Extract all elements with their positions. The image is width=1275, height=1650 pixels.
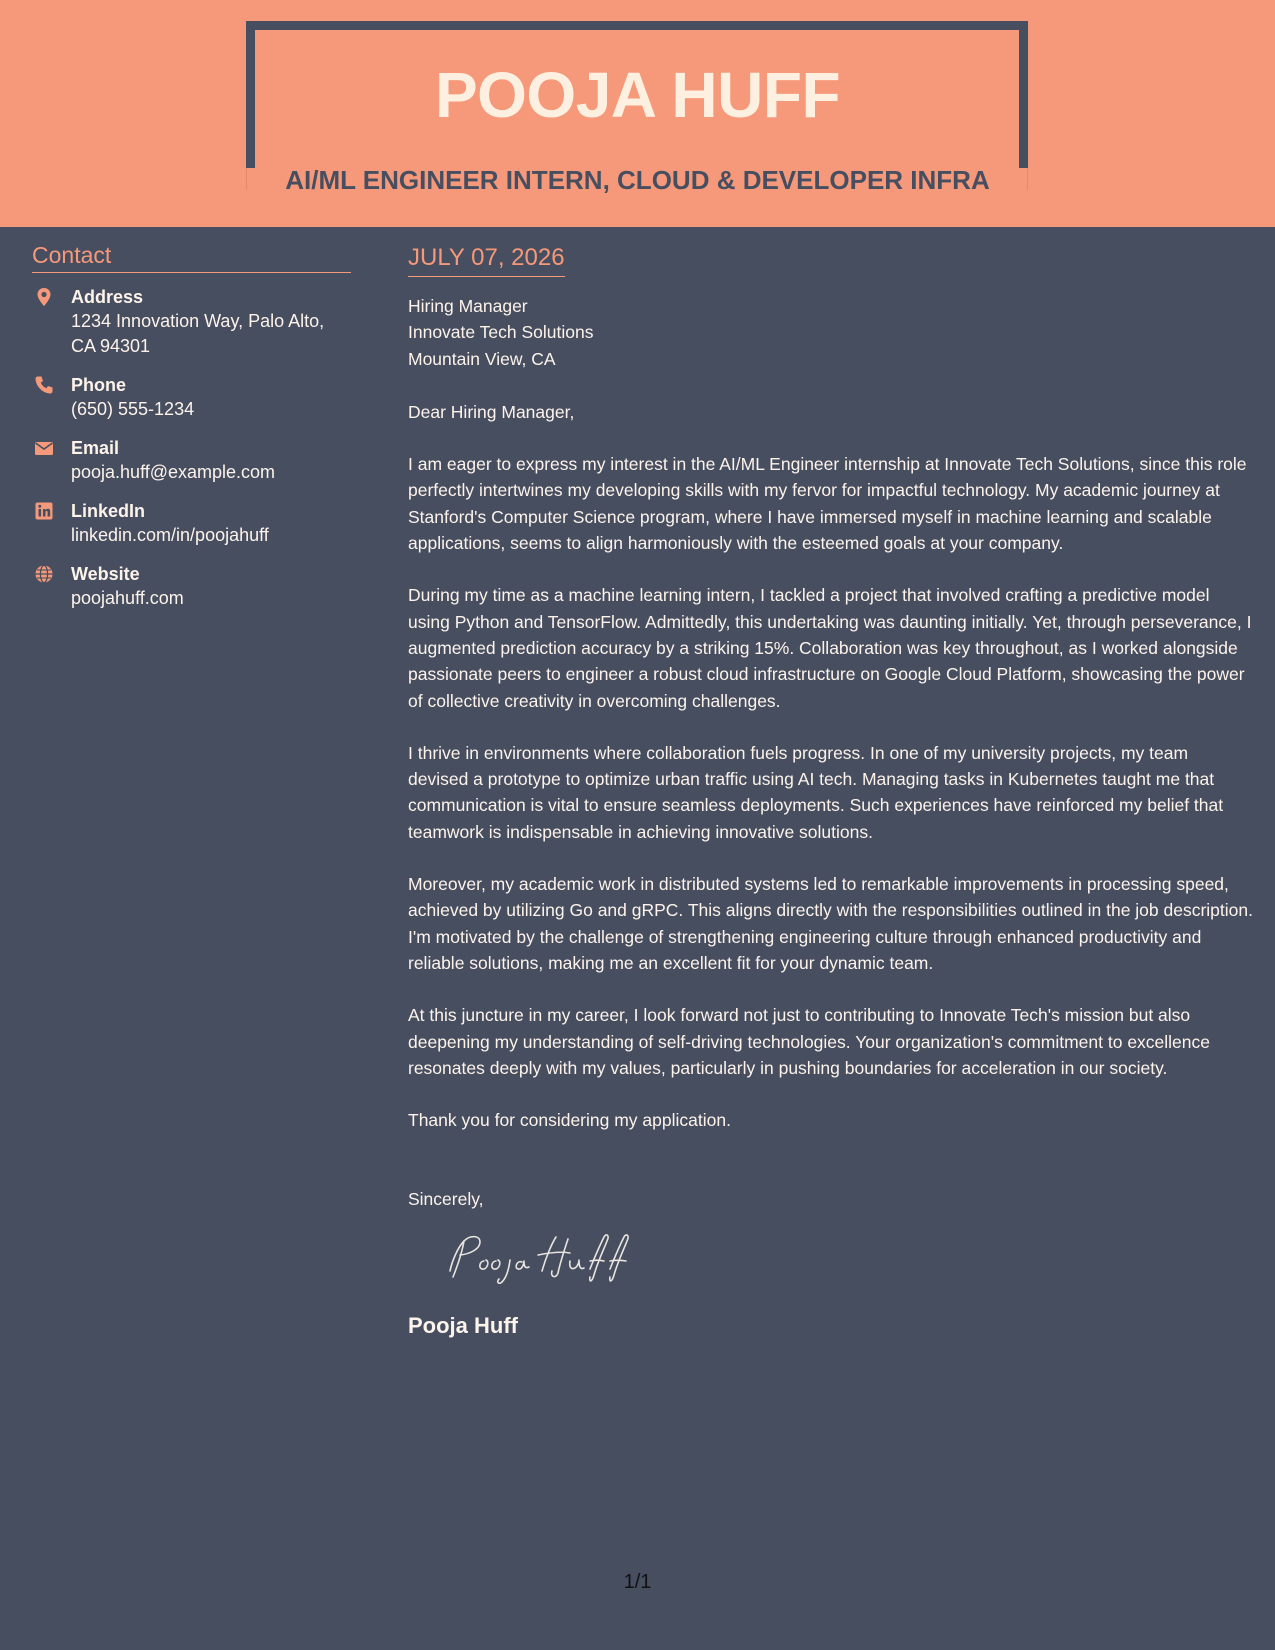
page-number: 1/1 xyxy=(623,1571,652,1593)
handwritten-signature xyxy=(444,1227,1253,1291)
body-paragraph: Thank you for considering my application. xyxy=(408,1110,731,1131)
contact-value: linkedin.com/in/poojahuff xyxy=(71,525,269,545)
contact-email xyxy=(32,436,351,485)
closing: Sincerely, xyxy=(408,1189,484,1210)
contact-heading: Contact xyxy=(32,242,351,273)
contact-sidebar xyxy=(32,242,351,625)
contact-phone xyxy=(32,373,351,422)
body-paragraph: During my time as a machine learning intern, I tackled a project that involved crafting a predictive model using Python and TensorFlow. Admittedly, this undertaking was daunting initially. Yet, through perseverance, I augmented prediction accuracy by a striking 15%. Collaboration was key throughout, as I worked alongside passionate peers to engineer a robust cloud infrastructure on Google Cloud Platform, showcasing the power of collective creativity in overcoming challenges. xyxy=(408,585,1252,711)
body-paragraph: I thrive in environments where collaboration fuels progress. In one of my university projects, my team devised a prototype to optimize urban traffic using AI tech. Managing tasks in Kubernetes taught me that communication is vital to ensure seamless deployments. Such experiences have reinforced my belief that teamwork is indispensable in achieving innovative solutions. xyxy=(408,742,1224,842)
contact-website xyxy=(32,562,351,611)
linkedin-icon xyxy=(34,501,54,521)
contact-label: Email xyxy=(71,438,120,458)
recipient-line: Innovate Tech Solutions xyxy=(408,322,594,343)
location-pin-icon xyxy=(34,287,54,307)
contact-address xyxy=(32,285,351,359)
contact-value: pooja.huff@example.com xyxy=(71,462,276,482)
envelope-icon xyxy=(34,438,54,458)
contact-value: (650) 555-1234 xyxy=(71,399,195,419)
job-title: AI/ML ENGINEER INTERN, CLOUD & DEVELOPER INFRA xyxy=(285,165,990,195)
signature-drawing xyxy=(444,1227,634,1287)
contact-label: Website xyxy=(71,564,140,584)
globe-icon xyxy=(34,564,54,584)
recipient-line: Mountain View, CA xyxy=(408,348,556,369)
contact-linkedin xyxy=(32,499,351,548)
body-paragraph: I am eager to express my interest in the AI/ML Engineer internship at Innovate Tech Solutions, since this role perfectly intertwines my developing skills with my fervor for impactful technology. My academic journey at Stanford's Computer Science program, where I have immersed myself in machine learning and scalable applications, seems to align harmoniously with the esteemed goals at your company. xyxy=(408,454,1247,554)
contact-label: Address xyxy=(71,287,144,307)
candidate-name: POOJA HUFF xyxy=(434,59,841,131)
contact-label: LinkedIn xyxy=(71,501,146,521)
signer-name: Pooja Huff xyxy=(408,1312,518,1338)
recipient-line: Hiring Manager xyxy=(408,296,528,316)
contact-value: poojahuff.com xyxy=(71,588,184,608)
body-paragraph: Moreover, my academic work in distributed systems led to remarkable improvements in processing speed, achieved by utilizing Go and gRPC. This aligns directly with the responsibilities outlined in the job description. I'm motivated by the challenge of strengthening engineering culture through enhanced productivity and reliable solutions, making me an excellent fit for your dynamic team. xyxy=(408,874,1253,973)
letter-body xyxy=(408,244,1253,1339)
contact-label: Phone xyxy=(71,375,127,395)
letter-date: JULY 07, 2026 xyxy=(408,244,565,277)
body-paragraph: At this juncture in my career, I look forward not just to contributing to Innovate Tech's mission but also deepening my understanding of self-driving technologies. Your organization's commitment to excellence resonates deeply with my values, particularly in pushing boundaries for acceleration in our society. xyxy=(408,1005,1211,1078)
phone-icon xyxy=(34,375,54,395)
recipient-block xyxy=(408,293,1253,372)
salutation: Dear Hiring Manager, xyxy=(408,401,575,422)
contact-value: 1234 Innovation Way, Palo Alto, CA 94301 xyxy=(71,311,325,356)
